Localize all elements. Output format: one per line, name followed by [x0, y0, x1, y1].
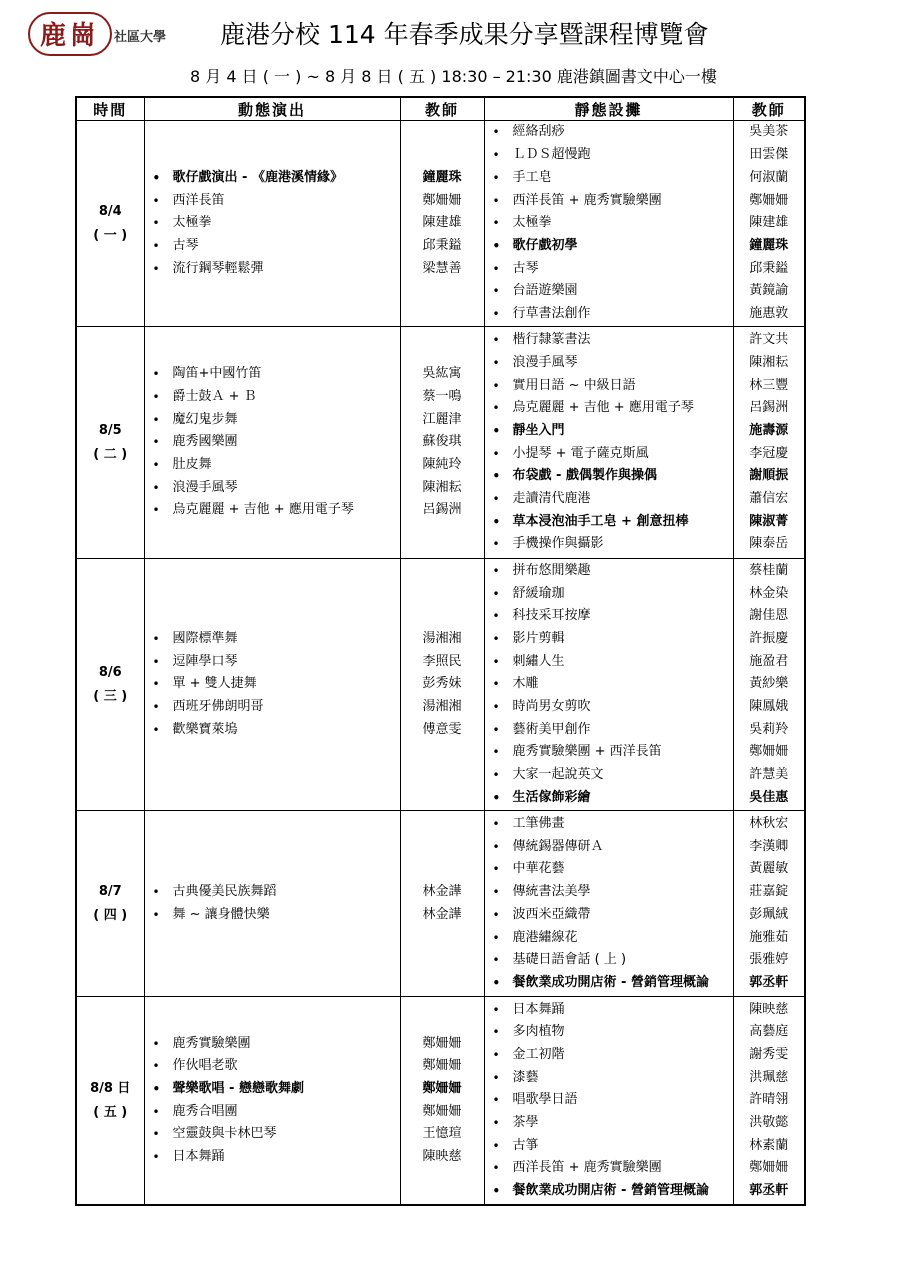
date-cell [76, 811, 144, 997]
list-item: • 歌仔戲初學 [485, 235, 733, 258]
list-item: • 鹿秀實驗樂團 [145, 1033, 400, 1056]
page-title: 鹿港分校 114 年春季成果分享暨課程博覽會 [220, 20, 709, 49]
list-item: • 餐飲業成功開店術 - 營銷管理概論 [485, 972, 733, 995]
list-item: 彭秀妹 [422, 676, 462, 692]
list-item: • 逗陣學口琴 [145, 651, 400, 674]
list-item: • 台語遊樂園 [485, 280, 733, 303]
list-item: 吳美茶 [749, 124, 789, 140]
booth-teacher-list [733, 559, 805, 811]
list-item: 陳鳳娥 [749, 699, 789, 715]
list-item: • 國際標準舞 [145, 628, 400, 651]
list-item: • 茶學 [485, 1112, 733, 1135]
day-row [76, 327, 805, 559]
list-item: 李冠慶 [749, 445, 789, 461]
list-item: • 行草書法創作 [485, 303, 733, 326]
performance-list [144, 997, 400, 1205]
list-item: 李照民 [422, 653, 462, 669]
list-item: 張雅婷 [749, 952, 789, 968]
list-item: 江麗津 [422, 411, 462, 427]
list-item: 洪敬懿 [749, 1115, 789, 1131]
date-label: 8/8 日 [90, 1080, 131, 1096]
list-item: • 實用日語 ~ 中級日語 [485, 375, 733, 398]
list-item: • 木雕 [485, 673, 733, 696]
col-header-performance: 動態演出 [144, 97, 400, 121]
list-item: 鄭姍姍 [422, 1081, 462, 1096]
list-item: 陳建雄 [422, 215, 462, 231]
list-item: 黃紗樂 [749, 676, 789, 692]
performance-teacher-list [400, 559, 484, 811]
list-item: 呂錫洲 [749, 400, 789, 416]
col-header-time: 時間 [76, 97, 144, 121]
performance-list [144, 121, 400, 327]
list-item: 謝秀雯 [749, 1046, 789, 1062]
list-item: • 手機操作與攝影 [485, 533, 733, 556]
weekday-label: ( 二 ) [93, 446, 128, 462]
list-item: • 拼布悠閒樂趣 [485, 560, 733, 583]
list-item: 傅意雯 [422, 721, 462, 737]
list-item: • 烏克麗麗 + 吉他 + 應用電子琴 [485, 397, 733, 420]
list-item: • 波西米亞織帶 [485, 904, 733, 927]
performance-teacher-list [400, 327, 484, 559]
list-item: 陳湘耘 [422, 479, 462, 495]
list-item: • 西洋長笛 + 鹿秀實驗樂團 [485, 1157, 733, 1180]
list-item: • 工筆佛畫 [485, 813, 733, 836]
list-item: • 大家一起說英文 [485, 764, 733, 787]
list-item: 陳建雄 [749, 215, 789, 231]
list-item: 蔡一鳴 [422, 388, 462, 404]
list-item: • 鹿秀國樂團 [145, 431, 400, 454]
list-item: 彭珮絨 [749, 906, 789, 922]
list-item: 陳純玲 [422, 456, 462, 472]
performance-teacher-list [400, 811, 484, 997]
list-item: 湯湘湘 [422, 631, 462, 647]
list-item: • 漆藝 [485, 1067, 733, 1090]
col-header-booth: 靜態設攤 [484, 97, 733, 121]
list-item: • 古箏 [485, 1135, 733, 1158]
date-cell [76, 997, 144, 1205]
list-item: • 生活傢飾彩繪 [485, 787, 733, 810]
list-item: 林金染 [749, 585, 789, 601]
list-item: 陳湘耘 [749, 354, 789, 370]
list-item: 鄭姍姍 [749, 1160, 789, 1176]
date-label: 8/7 [98, 883, 122, 899]
list-item: 郭丞軒 [749, 974, 789, 990]
list-item: • 單 + 雙人捷舞 [145, 673, 400, 696]
header-row [76, 97, 805, 121]
list-item: 吳莉羚 [749, 721, 789, 737]
list-item: • 爵士鼓Ａ + Ｂ [145, 386, 400, 409]
date-cell [76, 327, 144, 559]
list-item: 湯湘湘 [422, 699, 462, 715]
list-item: • 藝術美甲創作 [485, 719, 733, 742]
list-item: • 歡樂寶萊塢 [145, 719, 400, 742]
list-item: 高藝庭 [749, 1024, 789, 1040]
logo [28, 10, 168, 62]
booth-teacher-list [733, 121, 805, 327]
list-item: 呂錫洲 [422, 502, 462, 518]
date-label: 8/6 [98, 664, 122, 680]
col-header-teacher: 教師 [400, 97, 484, 121]
list-item: • 魔幻鬼步舞 [145, 409, 400, 432]
list-item: • 餐飲業成功開店術 - 營銷管理概論 [485, 1180, 733, 1203]
list-item: 邱秉鎰 [422, 237, 462, 253]
day-row [76, 811, 805, 997]
list-item: • 基礎日語會話 ( 上 ) [485, 949, 733, 972]
weekday-label: ( 四 ) [93, 907, 128, 923]
list-item: • 草本浸泡油手工皂 + 創意扭棒 [485, 511, 733, 534]
logo-name: 社區大學 [114, 30, 167, 45]
performance-list [144, 811, 400, 997]
list-item: • 傳統書法美學 [485, 881, 733, 904]
list-item: 許振慶 [749, 631, 789, 647]
list-item: • 鹿秀合唱團 [145, 1101, 400, 1124]
weekday-label: ( 三 ) [93, 688, 128, 704]
list-item: • 古典優美民族舞蹈 [145, 881, 400, 904]
list-item: • 西洋長笛 + 鹿秀實驗樂團 [485, 190, 733, 213]
list-item: 林金譁 [422, 884, 462, 900]
list-item: • 舒緩瑜珈 [485, 583, 733, 606]
date-label: 8/4 [98, 203, 122, 219]
booth-teacher-list [733, 997, 805, 1205]
list-item: 黃鏡諭 [749, 283, 789, 299]
list-item: • 布袋戲 - 戲偶製作與操偶 [485, 465, 733, 488]
list-item: 梁慧善 [422, 260, 462, 276]
list-item: 蕭信宏 [749, 491, 789, 507]
logo-seal: 鹿崗 [28, 12, 112, 56]
list-item: 林金譁 [422, 906, 462, 922]
day-row [76, 559, 805, 811]
list-item: 施壽源 [749, 422, 789, 438]
date-label: 8/5 [98, 422, 122, 438]
list-item: 陳淑菁 [749, 513, 789, 529]
list-item: • 楷行隸篆書法 [485, 329, 733, 352]
list-item: 林素蘭 [749, 1137, 789, 1153]
list-item: • 作伙唱老歌 [145, 1055, 400, 1078]
list-item: • 空靈鼓與卡林巴琴 [145, 1123, 400, 1146]
list-item: 何淑蘭 [749, 169, 789, 185]
list-item: • 靜坐入門 [485, 420, 733, 443]
list-item: • 浪漫手風琴 [485, 352, 733, 375]
list-item: 李漢卿 [749, 838, 789, 854]
list-item: • 舞 ~ 讓身體快樂 [145, 904, 400, 927]
booth-list [484, 997, 733, 1205]
list-item: 陳映慈 [422, 1149, 462, 1165]
list-item: • 流行鋼琴輕鬆彈 [145, 258, 400, 281]
list-item: 邱秉鎰 [749, 260, 789, 276]
day-row [76, 997, 805, 1205]
weekday-label: ( 一 ) [93, 227, 128, 243]
list-item: • 聲樂歌唱 - 戀戀歌舞劇 [145, 1078, 400, 1101]
list-item: • 歌仔戲演出 - 《鹿港溪情緣》 [145, 167, 400, 190]
list-item: • 西洋長笛 [145, 190, 400, 213]
list-item: • 時尚男女剪吹 [485, 696, 733, 719]
list-item: 林三豐 [749, 377, 789, 393]
list-item: • 唱歌學日語 [485, 1089, 733, 1112]
booth-list [484, 811, 733, 997]
list-item: 蔡桂蘭 [749, 562, 789, 578]
list-item: 許晴翎 [749, 1092, 789, 1108]
list-item: 郭丞軒 [749, 1183, 789, 1199]
list-item: • 太極拳 [145, 212, 400, 235]
list-item: • 影片剪輯 [485, 628, 733, 651]
list-item: 鐘麗珠 [749, 237, 789, 253]
booth-teacher-list [733, 811, 805, 997]
list-item: • 刺繡人生 [485, 651, 733, 674]
list-item: 施盈君 [749, 653, 789, 669]
list-item: • 太極拳 [485, 212, 733, 235]
list-item: • 日本舞踊 [145, 1146, 400, 1169]
list-item: 鄭姍姍 [422, 1035, 462, 1051]
booth-list [484, 121, 733, 327]
list-item: 陳泰岳 [749, 536, 789, 552]
list-item: • 西班牙佛朗明哥 [145, 696, 400, 719]
list-item: • 陶笛+中國竹笛 [145, 363, 400, 386]
booth-teacher-list [733, 327, 805, 559]
list-item: 吳佳惠 [749, 789, 789, 805]
col-header-booth-teacher: 教師 [733, 97, 805, 121]
list-item: 鄭姍姍 [422, 1058, 462, 1074]
weekday-label: ( 五 ) [93, 1104, 128, 1120]
list-item: • 鹿港繡線花 [485, 927, 733, 950]
date-cell [76, 559, 144, 811]
list-item: 許慧美 [749, 767, 789, 783]
list-item: • 古琴 [485, 258, 733, 281]
list-item: 鄭姍姍 [749, 744, 789, 760]
list-item: • 古琴 [145, 235, 400, 258]
list-item: 許文共 [749, 332, 789, 348]
day-row [76, 121, 805, 327]
list-item: • 烏克麗麗 + 吉他 + 應用電子琴 [145, 499, 400, 522]
performance-list [144, 327, 400, 559]
list-item: 陳映慈 [749, 1001, 789, 1017]
list-item: • 鹿秀實驗樂團 + 西洋長笛 [485, 741, 733, 764]
date-cell [76, 121, 144, 327]
list-item: • 手工皂 [485, 167, 733, 190]
schedule-table [75, 96, 806, 1206]
list-item: • 日本舞踊 [485, 999, 733, 1022]
list-item: 吳紘寓 [422, 366, 462, 382]
list-item: • 經絡刮痧 [485, 121, 733, 144]
list-item: 謝順振 [749, 468, 789, 484]
list-item: 謝佳恩 [749, 608, 789, 624]
performance-teacher-list [400, 997, 484, 1205]
list-item: • 小提琴 + 電子薩克斯風 [485, 443, 733, 466]
list-item: 鄭姍姍 [422, 1103, 462, 1119]
list-item: 王憶瑄 [422, 1126, 462, 1142]
list-item: 田雲傑 [749, 147, 789, 163]
list-item: 鄭姍姍 [749, 192, 789, 208]
list-item: 施雅茹 [749, 929, 789, 945]
list-item: • 多肉植物 [485, 1021, 733, 1044]
event-dates-venue: 8 月 4 日 ( 一 ) ~ 8 月 8 日 ( 五 ) 18:30 – 21:30 鹿港鎮圖書文中心一樓 [190, 67, 717, 86]
list-item: 施惠敦 [749, 305, 789, 321]
list-item: • 走讀清代鹿港 [485, 488, 733, 511]
list-item: 鐘麗珠 [422, 169, 462, 185]
list-item: • 科技采耳按摩 [485, 605, 733, 628]
list-item: • 金工初階 [485, 1044, 733, 1067]
list-item: 鄭姍姍 [422, 192, 462, 208]
booth-list [484, 327, 733, 559]
list-item: • 中華花藝 [485, 858, 733, 881]
list-item: 林秋宏 [749, 816, 789, 832]
list-item: • ＬＤＳ超慢跑 [485, 144, 733, 167]
list-item: • 浪漫手風琴 [145, 477, 400, 500]
performance-teacher-list [400, 121, 484, 327]
list-item: 蘇俊琪 [422, 434, 462, 450]
booth-list [484, 559, 733, 811]
list-item: 黃麗敏 [749, 861, 789, 877]
list-item: 洪珮慈 [749, 1069, 789, 1085]
list-item: 莊嘉錠 [749, 884, 789, 900]
list-item: • 傳統錫器傳研Ａ [485, 836, 733, 859]
list-item: • 肚皮舞 [145, 454, 400, 477]
performance-list [144, 559, 400, 811]
